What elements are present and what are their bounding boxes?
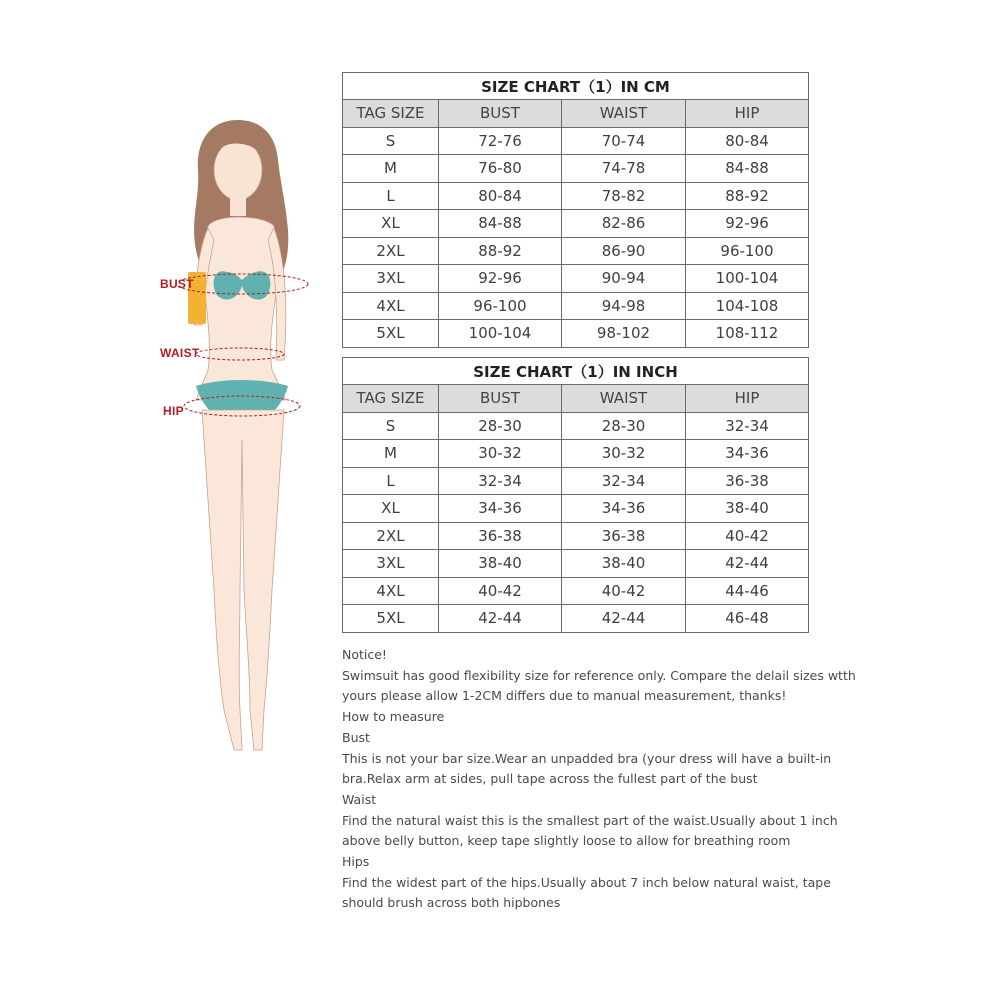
hip-label: HIP (163, 404, 184, 418)
table-row (343, 577, 809, 605)
table-cell: 30-32 (562, 440, 686, 468)
table-cell: 2XL (343, 522, 439, 550)
table-cell: 32-34 (439, 467, 562, 495)
notes-heading: Bust (342, 729, 370, 745)
table-title: SIZE CHART（1）IN INCH (343, 358, 809, 385)
table-cell: XL (343, 210, 439, 238)
face (214, 140, 262, 200)
table-cell: 84-88 (439, 210, 562, 238)
table-row (343, 155, 809, 183)
table-cell: 80-84 (686, 127, 809, 155)
table-cell: 40-42 (686, 522, 809, 550)
table-cell: 72-76 (439, 127, 562, 155)
table-cell: 38-40 (686, 495, 809, 523)
table-cell: M (343, 440, 439, 468)
table-cell: 32-34 (686, 412, 809, 440)
notes-line: should brush across both hipbones (342, 895, 561, 911)
table-cell: 38-40 (439, 550, 562, 578)
table-cell: 34-36 (562, 495, 686, 523)
table-row (343, 440, 809, 468)
table-cell: S (343, 412, 439, 440)
table-cell: 3XL (343, 550, 439, 578)
table-cell: 4XL (343, 292, 439, 320)
table-row (343, 237, 809, 265)
notes-line: Find the natural waist this is the smallest part of the waist.Usually about 1 inch (342, 812, 838, 828)
header-cell: BUST (439, 385, 562, 413)
table-cell: 88-92 (439, 237, 562, 265)
header-cell: TAG SIZE (343, 100, 439, 128)
measurement-notes (342, 645, 856, 914)
table-row (343, 467, 809, 495)
table-cell: 80-84 (439, 182, 562, 210)
notes-heading: Hips (342, 854, 370, 870)
size-chart-inch-table (342, 357, 809, 633)
table-cell: 104-108 (686, 292, 809, 320)
table-cell: M (343, 155, 439, 183)
notes-line: Swimsuit has good flexibility size for reference only. Compare the delail sizes wtth (342, 667, 856, 683)
table-cell: 36-38 (439, 522, 562, 550)
legs (202, 410, 284, 750)
table-cell: 42-44 (562, 605, 686, 633)
table-cell: 38-40 (562, 550, 686, 578)
waist-label: WAIST (160, 346, 200, 360)
table-cell: 74-78 (562, 155, 686, 183)
header-cell: WAIST (562, 385, 686, 413)
table-title: SIZE CHART（1）IN CM (343, 73, 809, 100)
table-header-row (343, 385, 809, 413)
notes-line: Find the widest part of the hips.Usually about 7 inch below natural waist, tape (342, 874, 831, 890)
table-cell: 3XL (343, 265, 439, 293)
table-row (343, 522, 809, 550)
notes-line: above belly button, keep tape slightly loose to allow for breathing room (342, 833, 791, 849)
notes-heading: Notice! (342, 647, 387, 662)
table-cell: 2XL (343, 237, 439, 265)
table-cell: 96-100 (439, 292, 562, 320)
header-cell: TAG SIZE (343, 385, 439, 413)
figure-illustration (150, 110, 330, 770)
table-cell: 84-88 (686, 155, 809, 183)
notes-line: bra.Relax arm at sides, pull tape across the fullest part of the bust (342, 771, 758, 787)
table-cell: 100-104 (439, 320, 562, 348)
table-row (343, 550, 809, 578)
table-row (343, 182, 809, 210)
table-cell: 34-36 (686, 440, 809, 468)
table-cell: 5XL (343, 605, 439, 633)
table-cell: 4XL (343, 577, 439, 605)
table-cell: XL (343, 495, 439, 523)
table-cell: 34-36 (439, 495, 562, 523)
table-cell: 42-44 (439, 605, 562, 633)
header-cell: HIP (686, 385, 809, 413)
table-row (343, 320, 809, 348)
table-cell: 92-96 (686, 210, 809, 238)
table-cell: 40-42 (439, 577, 562, 605)
table-cell: 94-98 (562, 292, 686, 320)
table-cell: 92-96 (439, 265, 562, 293)
table-cell: 40-42 (562, 577, 686, 605)
table-cell: 98-102 (562, 320, 686, 348)
table-cell: 36-38 (686, 467, 809, 495)
notes-line: This is not your bar size.Wear an unpadded bra (your dress will have a built-in (342, 750, 832, 766)
table-row (343, 265, 809, 293)
notes-line: yours please allow 1-2CM differs due to manual measurement, thanks! (342, 688, 787, 704)
table-cell: 46-48 (686, 605, 809, 633)
header-cell: BUST (439, 100, 562, 128)
table-row (343, 292, 809, 320)
table-cell: 44-46 (686, 577, 809, 605)
table-row (343, 127, 809, 155)
table-cell: 90-94 (562, 265, 686, 293)
table-cell: 86-90 (562, 237, 686, 265)
table-cell: 108-112 (686, 320, 809, 348)
table-cell: 42-44 (686, 550, 809, 578)
notes-heading: How to measure (342, 709, 445, 725)
header-cell: HIP (686, 100, 809, 128)
table-cell: S (343, 127, 439, 155)
table-row (343, 412, 809, 440)
notes-heading: Waist (342, 791, 377, 807)
table-cell: 100-104 (686, 265, 809, 293)
table-cell: 28-30 (562, 412, 686, 440)
table-cell: 5XL (343, 320, 439, 348)
table-cell: L (343, 467, 439, 495)
table-cell: 70-74 (562, 127, 686, 155)
table-cell: 82-86 (562, 210, 686, 238)
table-cell: 32-34 (562, 467, 686, 495)
table-header-row (343, 100, 809, 128)
table-cell: 28-30 (439, 412, 562, 440)
table-cell: L (343, 182, 439, 210)
bust-label: BUST (160, 277, 194, 291)
table-cell: 96-100 (686, 237, 809, 265)
table-cell: 30-32 (439, 440, 562, 468)
table-cell: 88-92 (686, 182, 809, 210)
table-row (343, 605, 809, 633)
table-row (343, 495, 809, 523)
table-cell: 36-38 (562, 522, 686, 550)
header-cell: WAIST (562, 100, 686, 128)
table-row (343, 210, 809, 238)
table-cell: 78-82 (562, 182, 686, 210)
table-cell: 76-80 (439, 155, 562, 183)
size-chart-cm-table (342, 72, 809, 348)
